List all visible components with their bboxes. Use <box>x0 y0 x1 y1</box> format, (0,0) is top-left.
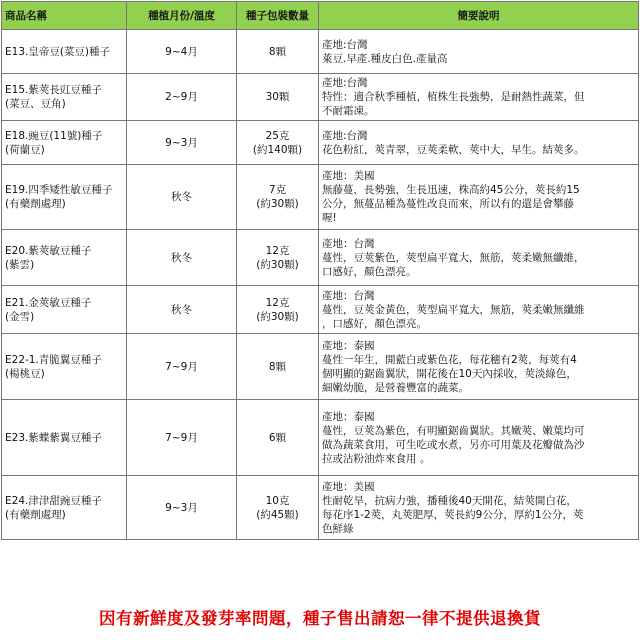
product-name-cell: E24.津津甜豌豆種子 (有藥劑處理) <box>2 476 127 540</box>
description-cell: 產地：台灣 蔓性，豆莢金黃色，莢型扁平寬大，無筋，莢柔嫩無纖維 ，口感好，顏色漂亮。 <box>319 286 639 334</box>
description-cell: 產地:台灣 萊豆.早產.種皮白色.產量高 <box>319 30 639 74</box>
planting-season-cell: 9~3月 <box>127 121 237 165</box>
header-planting-season: 種植月份/溫度 <box>127 2 237 30</box>
product-name-cell: E20.紫莢敏豆種子 (紫雲) <box>2 230 127 286</box>
description-cell: 產地：台灣 蔓性，豆莢紫色，莢型扁平寬大，無筋，莢柔嫩無纖維， 口感好，顏色漂亮。 <box>319 230 639 286</box>
product-name-cell: E23.紫蝶紫翼豆種子 <box>2 400 127 476</box>
planting-season-cell: 7~9月 <box>127 334 237 400</box>
header-seed-quantity: 種子包裝數量 <box>237 2 319 30</box>
planting-season-cell: 7~9月 <box>127 400 237 476</box>
description-cell: 產地：美國 性耐乾旱，抗病力強，播種後40天開花，結莢開白花， 每花序1-2莢，丸莢肥厚，莢長約9公分，厚約1公分，莢 色鮮綠 <box>319 476 639 540</box>
table-row <box>2 230 639 286</box>
description-cell: 產地：泰國 蔓性，豆莢為紫色，有明顯鋸齒翼狀。其嫩莢、嫩葉均可 做為蔬菜食用，可生吃或水煮，另亦可用葉及花瓣做為沙 拉或沾粉油炸來食用 。 <box>319 400 639 476</box>
seed-table <box>1 1 639 540</box>
seed-quantity-cell: 7克 (約30顆) <box>237 165 319 230</box>
description-cell: 產地：泰國 蔓性一年生，開藍白或紫色花，每花穗有2莢，每莢有4 個明顯的鋸齒翼狀，開花後在10天內採收，莢淡綠色， 細嫩幼脆，是營養豐富的蔬菜。 <box>319 334 639 400</box>
seed-quantity-cell: 30顆 <box>237 74 319 121</box>
seed-quantity-cell: 6顆 <box>237 400 319 476</box>
table-row <box>2 400 639 476</box>
product-name-cell: E19.四季矮性敏豆種子 (有藥劑處理) <box>2 165 127 230</box>
seed-quantity-cell: 8顆 <box>237 30 319 74</box>
seed-quantity-cell: 12克 (約30顆) <box>237 230 319 286</box>
table-row <box>2 121 639 165</box>
product-name-cell: E22-1.青脆翼豆種子 (楊桃豆) <box>2 334 127 400</box>
table-row <box>2 74 639 121</box>
description-cell: 產地:台灣 花色粉紅，莢青翠，豆莢柔軟，莢中大，早生。結莢多。 <box>319 121 639 165</box>
product-name-cell: E15.紫莢長豇豆種子 (菜豆、豆角) <box>2 74 127 121</box>
planting-season-cell: 秋冬 <box>127 286 237 334</box>
table-row <box>2 334 639 400</box>
no-return-notice: 因有新鮮度及發芽率問題，種子售出請恕一律不提供退換貨 <box>99 609 541 628</box>
header-description: 簡要說明 <box>319 2 639 30</box>
table-row <box>2 165 639 230</box>
planting-season-cell: 秋冬 <box>127 165 237 230</box>
seed-quantity-cell: 25克 (約140顆) <box>237 121 319 165</box>
product-name-cell: E18.豌豆(11號)種子 (荷蘭豆) <box>2 121 127 165</box>
seed-quantity-cell: 8顆 <box>237 334 319 400</box>
table-row <box>2 286 639 334</box>
planting-season-cell: 9~4月 <box>127 30 237 74</box>
description-cell: 產地：美國 無藤蔓，長勢強，生長迅速，株高約45公分，莢長約15 公分，無蔓品種為蔓性改良而來，所以有的還是會攀藤 喔! <box>319 165 639 230</box>
product-name-cell: E13.皇帝豆(菜豆)種子 <box>2 30 127 74</box>
description-cell: 產地:台灣 特性：適合秋季種植，植株生長強勢，是耐熱性蔬菜，但 不耐霜凍。 <box>319 74 639 121</box>
seed-quantity-cell: 12克 (約30顆) <box>237 286 319 334</box>
header-product-name: 商品名稱 <box>2 2 127 30</box>
table-header-row <box>2 2 639 30</box>
planting-season-cell: 9~3月 <box>127 476 237 540</box>
planting-season-cell: 秋冬 <box>127 230 237 286</box>
planting-season-cell: 2~9月 <box>127 74 237 121</box>
table-row <box>2 30 639 74</box>
product-name-cell: E21.金莢敏豆種子 (金雪) <box>2 286 127 334</box>
table-row <box>2 476 639 540</box>
seed-quantity-cell: 10克 (約45顆) <box>237 476 319 540</box>
